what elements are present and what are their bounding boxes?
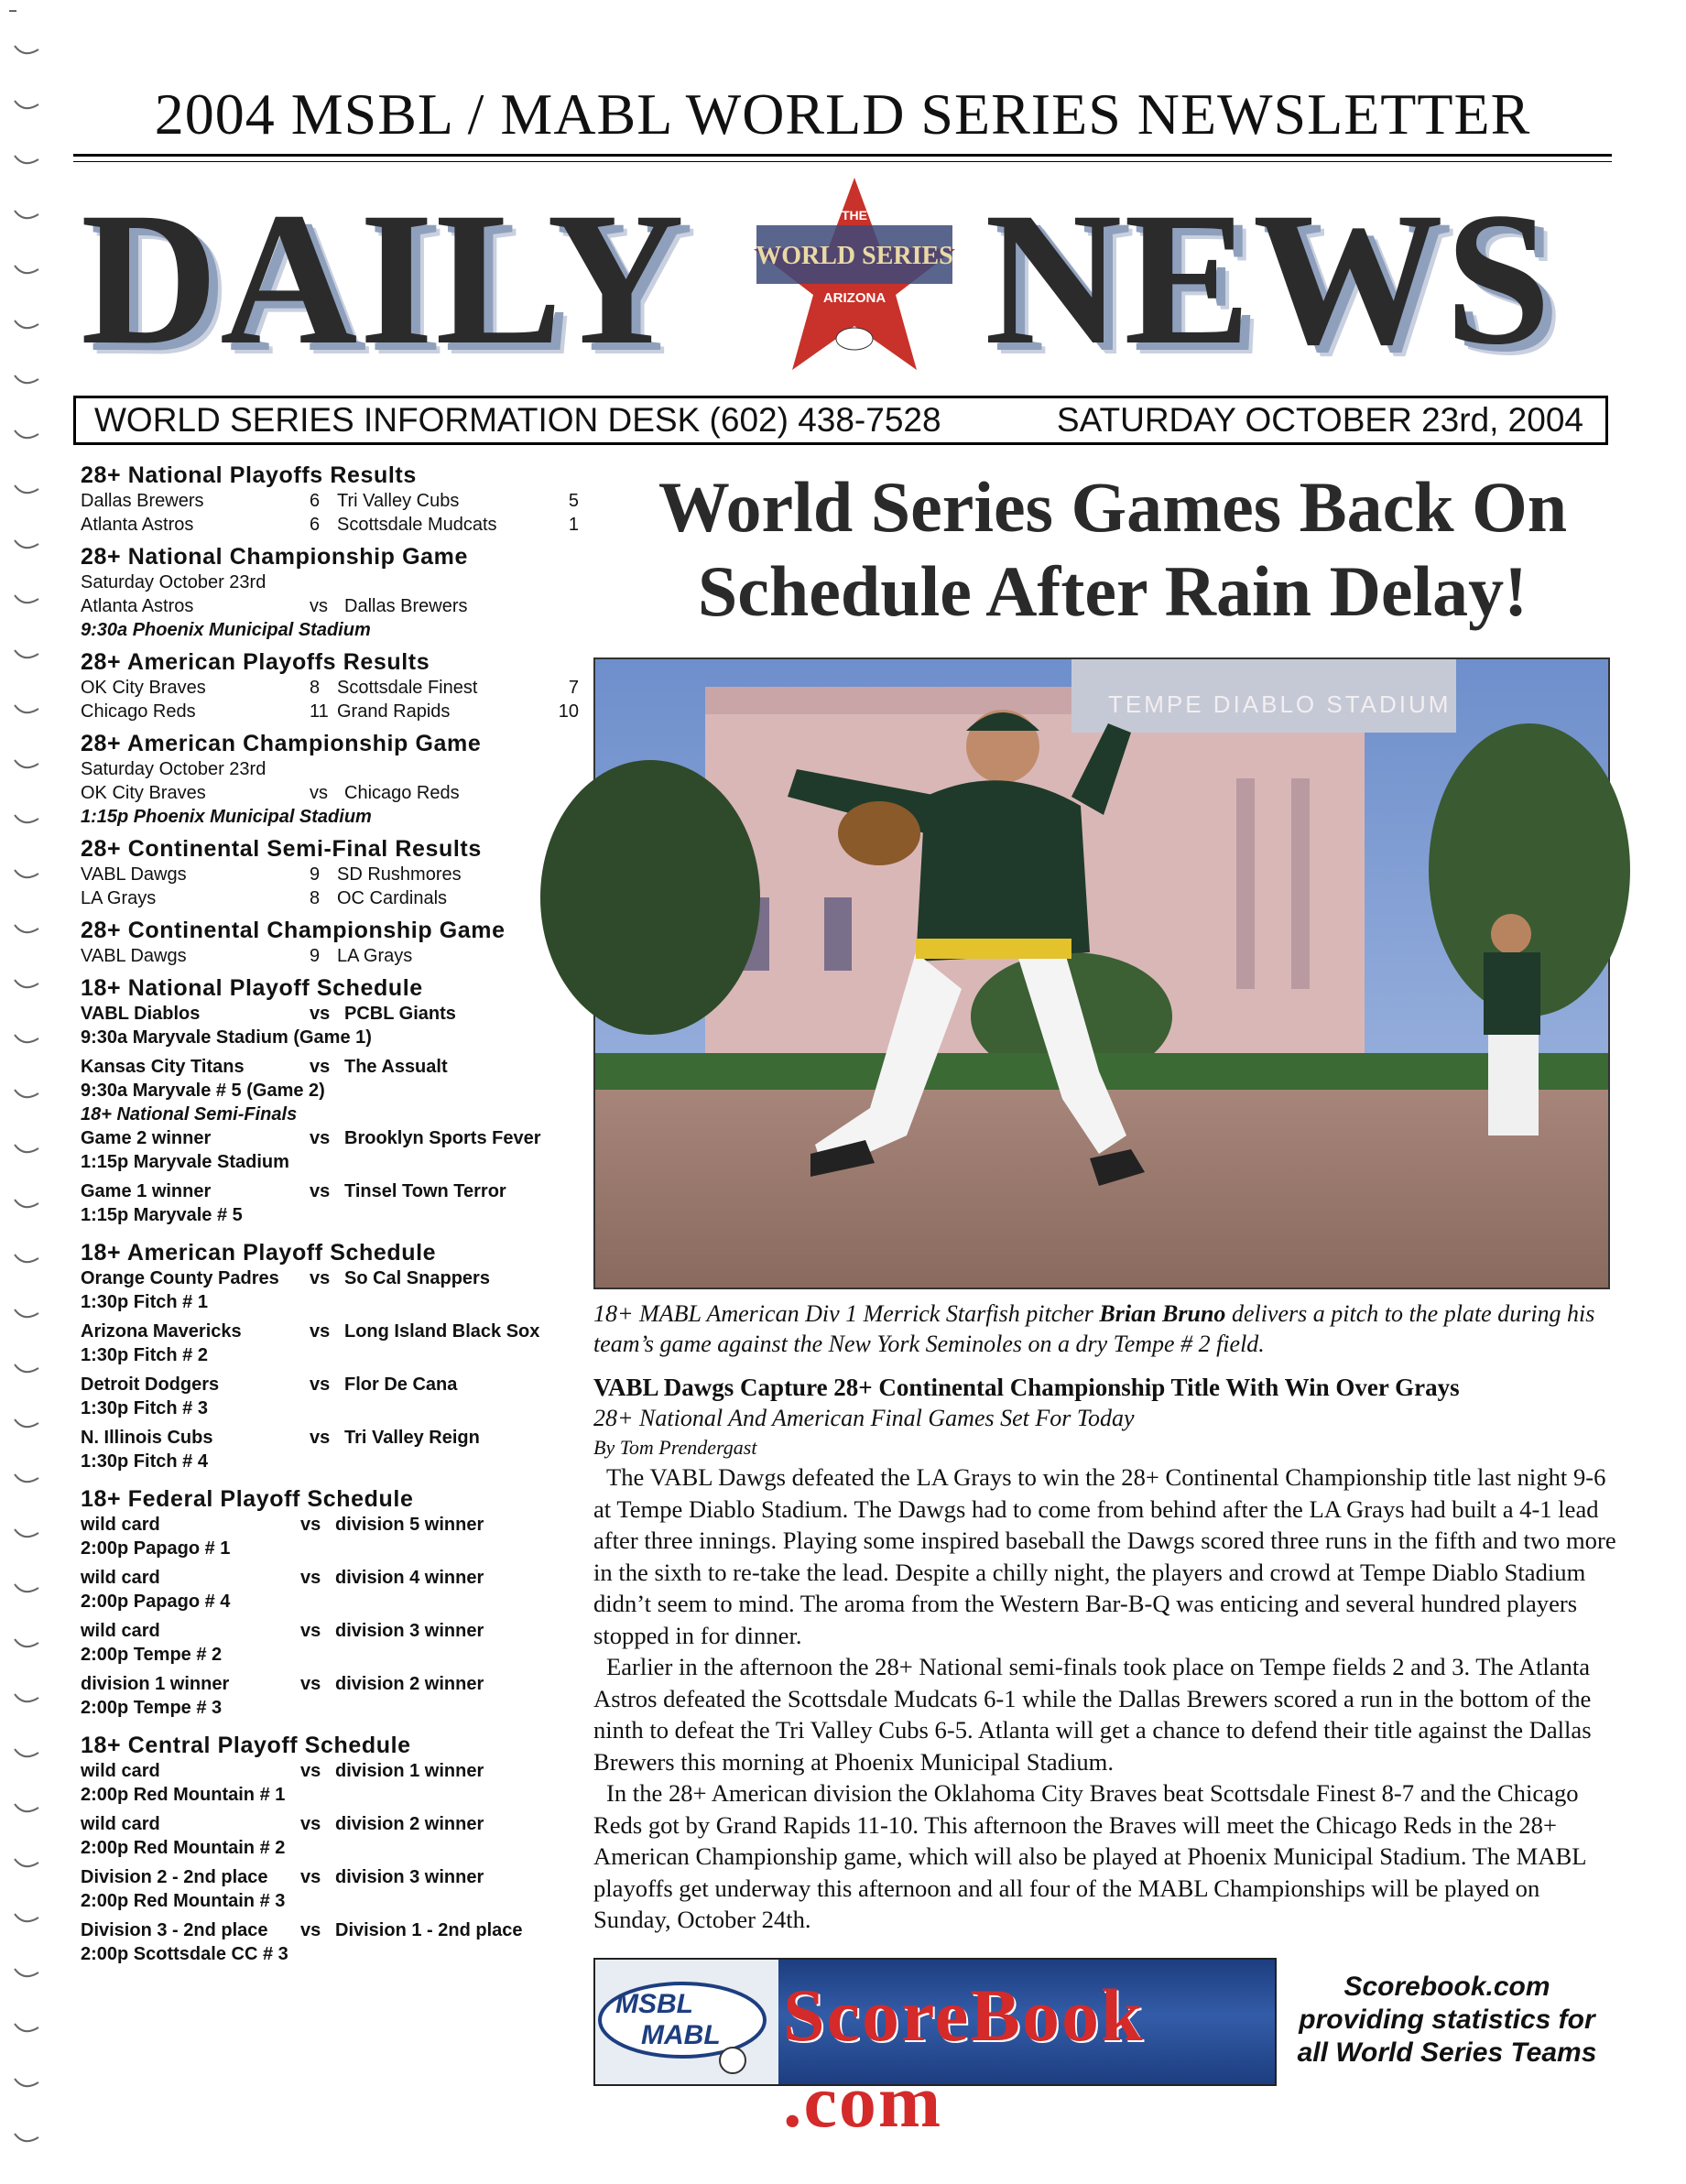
matchup-row: Arizona Mavericks vs Long Island Black Sox: [81, 1321, 540, 1342]
game-info: 9:30a Maryvale # 5 (Game 2): [81, 1081, 325, 1101]
result-row: VABL Dawgs 9 LA Grays: [81, 946, 413, 966]
stadium-sign: TEMPE DIABLO STADIUM: [1108, 690, 1452, 718]
matchup-row: wild card vs division 2 winner: [81, 1814, 484, 1834]
photo-illustration: [595, 659, 1608, 1288]
article-byline: By Tom Prendergast: [593, 1436, 757, 1459]
matchup-row: Game 1 winner vs Tinsel Town Terror: [81, 1181, 506, 1201]
game-info: 2:00p Red Mountain # 3: [81, 1891, 286, 1911]
section-title: 28+ Continental Semi-Final Results: [81, 836, 482, 862]
game-info: 2:00p Tempe # 2: [81, 1645, 223, 1665]
info-date: SATURDAY OCTOBER 23rd, 2004: [1056, 401, 1583, 439]
game-date: Saturday October 23rd: [81, 572, 266, 592]
scorebook-wordmark: ScoreBook .com: [783, 1973, 1145, 2143]
matchup-row: Orange County Padres vs So Cal Snappers: [81, 1268, 490, 1288]
matchup-row: division 1 winner vs division 2 winner: [81, 1674, 484, 1694]
continental-results: [81, 836, 584, 910]
section-title: 18+ Federal Playoff Schedule: [81, 1486, 414, 1512]
article-body: [593, 1461, 1619, 1936]
matchup-row: Game 2 winner vs Brooklyn Sports Fever: [81, 1128, 541, 1148]
matchup-row: Division 2 - 2nd place vs division 3 winner: [81, 1867, 484, 1887]
game-info: 2:00p Red Mountain # 1: [81, 1785, 286, 1805]
world-series-star-logo: [740, 174, 969, 380]
result-row: Dallas Brewers 6 Tri Valley Cubs 5: [81, 491, 579, 511]
national-18-schedule: [81, 975, 584, 1227]
game-info: 2:00p Scottsdale CC # 3: [81, 1944, 288, 1964]
spiral-binding: [5, 9, 42, 2170]
newsletter-title: 2004 MSBL / MABL WORLD SERIES NEWSLETTER: [154, 81, 1531, 147]
title-rule-thin: [73, 161, 1612, 162]
matchup-row: wild card vs division 1 winner: [81, 1761, 484, 1781]
matchup-row: wild card vs division 3 winner: [81, 1621, 484, 1641]
logo-line2: WORLD SERIES: [756, 242, 953, 270]
matchup-row: N. Illinois Cubs vs Tri Valley Reign: [81, 1428, 480, 1448]
game-location: 9:30a Phoenix Municipal Stadium: [81, 620, 371, 640]
article-headline: VABL Dawgs Capture 28+ Continental Championship Title With Win Over Grays: [593, 1374, 1460, 1401]
semi-finals-label: 18+ National Semi-Finals: [81, 1104, 298, 1125]
main-headline: [586, 465, 1639, 634]
game-info: 1:15p Maryvale Stadium: [81, 1152, 289, 1172]
section-title: 18+ American Playoff Schedule: [81, 1240, 437, 1266]
results-column: [81, 462, 584, 1973]
article-subhead: 28+ National And American Final Games Set For Today: [593, 1405, 1135, 1431]
photo-caption: 18+ MABL American Div 1 Merrick Starfish pitcher Brian Bruno delivers a pitch to the plate during his team’s game against the New York Seminoles on a dry Tempe # 2 field.: [593, 1300, 1595, 1357]
national-championship: [81, 544, 584, 642]
central-18-schedule: [81, 1733, 584, 1966]
paragraph: The VABL Dawgs defeated the LA Grays to win the 28+ Continental Championship title last night 9-6 at Tempe Diablo Stadium. The Dawgs had to come from behind after the LA Grays had built a 4-1 lead after three innings. Playing some inspired baseball the Dawgs scored three runs in the fifth and two more in the sixth to re-take the lead. Despite a chilly night, the players and crowd at Tempe Diablo Stadium didn’t seem to mind. The aroma from the Western Bar-B-Q was enticing and several hundred players stopped in for dinner.: [593, 1463, 1616, 1649]
headline-line2: Schedule After Rain Delay!: [697, 551, 1528, 631]
matchup-row: Atlanta Astros vs Dallas Brewers: [81, 596, 468, 616]
result-row: Chicago Reds 11 Grand Rapids 10: [81, 701, 579, 722]
info-desk: WORLD SERIES INFORMATION DESK (602) 438-7528: [94, 401, 941, 439]
section-title: 28+ American Championship Game: [81, 731, 482, 756]
matchup-row: wild card vs division 4 winner: [81, 1568, 484, 1588]
game-info: 2:00p Red Mountain # 2: [81, 1838, 286, 1858]
pitcher-photo: [593, 657, 1610, 1289]
game-info: 2:00p Papago # 4: [81, 1592, 231, 1612]
logo-line3: ARIZONA: [822, 290, 887, 306]
matchup-row: wild card vs division 5 winner: [81, 1515, 484, 1535]
title-rule: [73, 154, 1612, 157]
section-title: 28+ Continental Championship Game: [81, 918, 506, 943]
game-info: 1:30p Fitch # 2: [81, 1345, 208, 1365]
game-info: 1:30p Fitch # 3: [81, 1398, 208, 1418]
game-date: Saturday October 23rd: [81, 759, 266, 779]
matchup-row: Division 3 - 2nd place vs Division 1 - 2nd place: [81, 1920, 523, 1940]
american-results: [81, 649, 584, 723]
info-bar: [73, 396, 1608, 445]
game-info: 2:00p Papago # 1: [81, 1538, 231, 1559]
paragraph: Earlier in the afternoon the 28+ National semi-finals took place on Tempe fields 2 and 3. The Atlanta Astros defeated the Scottsdale Mudcats 6-1 while the Dallas Brewers scored a run in the bottom of the ninth to defeat the Tri Valley Cubs 6-5. Atlanta will get a chance to defend their title against the Dallas Brewers this morning at Phoenix Municipal Stadium.: [593, 1653, 1592, 1776]
result-row: VABL Dawgs 9 SD Rushmores: [81, 864, 462, 885]
continental-championship: [81, 918, 584, 968]
game-info: 2:00p Tempe # 3: [81, 1698, 223, 1718]
msbl-mabl-logo: [595, 1960, 778, 2084]
result-row: OK City Braves 8 Scottsdale Finest 7: [81, 678, 579, 698]
american-18-schedule: [81, 1240, 584, 1473]
matchup-row: VABL Diablos vs PCBL Giants: [81, 1004, 456, 1024]
caption-name: Brian Bruno: [1099, 1300, 1226, 1327]
section-title: 28+ National Playoffs Results: [81, 462, 417, 488]
scorebook-tagline: [1282, 1971, 1612, 2070]
masthead-news: NEWS: [984, 173, 1553, 384]
game-info: 1:30p Fitch # 4: [81, 1451, 208, 1472]
game-info: 1:15p Maryvale # 5: [81, 1205, 243, 1225]
federal-18-schedule: [81, 1486, 584, 1720]
paragraph: In the 28+ American division the Oklahoma City Braves beat Scottsdale Finest 8-7 and the Chicago Reds got by Grand Rapids 11-10. This afternoon the Braves will meet the Chicago Reds in the 28+ American Championship game, which will also be played at Phoenix Municipal Stadium. The MABL playoffs get underway this afternoon and all four of the MABL Championships will be played on Sunday, October 24th.: [593, 1779, 1586, 1933]
section-title: 18+ National Playoff Schedule: [81, 975, 423, 1001]
tagline-line1: Scorebook.com: [1343, 1972, 1550, 2002]
tagline-line3: all World Series Teams: [1297, 2037, 1597, 2068]
matchup-row: OK City Braves vs Chicago Reds: [81, 783, 460, 803]
masthead-daily: DAILY: [81, 173, 687, 384]
section-title: 18+ Central Playoff Schedule: [81, 1733, 411, 1758]
game-info: 1:30p Fitch # 1: [81, 1292, 208, 1312]
section-title: 28+ National Championship Game: [81, 544, 468, 570]
game-location: 1:15p Phoenix Municipal Stadium: [81, 807, 372, 827]
result-row: Atlanta Astros 6 Scottsdale Mudcats 1: [81, 515, 579, 535]
matchup-row: Detroit Dodgers vs Flor De Cana: [81, 1375, 458, 1395]
american-championship: [81, 731, 584, 829]
logo-msbl: MSBL: [615, 1989, 693, 2019]
logo-mabl: MABL: [641, 2020, 721, 2050]
game-info: 9:30a Maryvale Stadium (Game 1): [81, 1027, 372, 1048]
matchup-row: Kansas City Titans vs The Assualt: [81, 1057, 448, 1077]
result-row: LA Grays 8 OC Cardinals: [81, 888, 448, 908]
scorebook-ad-banner[interactable]: [593, 1958, 1277, 2143]
logo-line1: THE: [842, 208, 867, 223]
headline-line1: World Series Games Back On: [658, 467, 1568, 547]
national-results: [81, 462, 584, 537]
tagline-line2: providing statistics for: [1299, 2005, 1595, 2035]
section-title: 28+ American Playoffs Results: [81, 649, 430, 675]
